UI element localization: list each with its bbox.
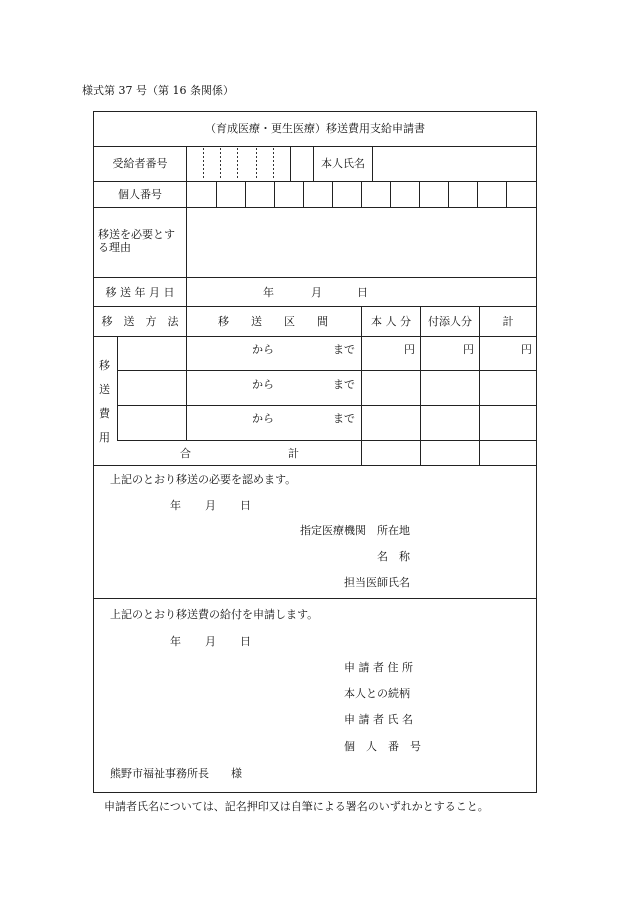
recipient-number-label: 受給者番号: [112, 157, 168, 170]
cost-vertical-char-3: 費: [99, 407, 110, 420]
doctor-month-mark: 月: [205, 499, 216, 512]
cost-vertical-char-1: 移: [99, 359, 110, 372]
personal-number-label: 個人番号: [118, 188, 162, 201]
doctor-day-mark: 日: [240, 499, 251, 512]
relation-label: 本人との続柄: [344, 687, 410, 700]
footnote: 申請者氏名については、記名押印又は自筆による署名のいずれかとすること。: [104, 800, 489, 813]
date-month-mark: 月: [311, 286, 322, 299]
total-column-label: 計: [502, 315, 514, 328]
doctor-name-label: 担当医師氏名: [344, 576, 410, 589]
transport-method-label: 移 送 方 法: [101, 315, 179, 328]
to-mark-row3: まで: [333, 412, 355, 425]
applicant-address-label: 申 請 者 住 所: [344, 661, 413, 674]
institution-name-label: 名 称: [377, 550, 410, 563]
attendant-portion-label: 付添人分: [428, 315, 472, 328]
reason-label-line1: 移送を必要とす: [98, 228, 175, 241]
yen-self-row1: 円: [404, 343, 415, 356]
cost-vertical-char-4: 用: [99, 431, 110, 444]
grand-total-char-a: 合: [180, 447, 191, 460]
doctor-statement: 上記のとおり移送の必要を認めます。: [110, 473, 297, 486]
yen-total-row1: 円: [521, 343, 532, 356]
from-mark-row3: から: [252, 412, 274, 425]
self-portion-label: 本 人 分: [371, 315, 411, 328]
date-year-mark: 年: [263, 286, 274, 299]
cost-vertical-char-2: 送: [99, 383, 110, 396]
applicant-day-mark: 日: [240, 635, 251, 648]
transport-section-label: 移 送 区 間: [218, 315, 328, 328]
applicant-statement: 上記のとおり移送費の給付を申請します。: [110, 608, 319, 621]
reason-label-line2: る理由: [98, 241, 131, 254]
grand-total-char-b: 計: [288, 447, 299, 460]
applicant-name-label: 申 請 者 氏 名: [344, 713, 413, 726]
applicant-month-mark: 月: [205, 635, 216, 648]
addressee: 熊野市福祉事務所長 様: [110, 767, 242, 780]
form-reference: 様式第 37 号（第 16 条関係）: [82, 84, 234, 97]
transport-date-label: 移 送 年 月 日: [105, 286, 175, 299]
to-mark-row1: まで: [333, 343, 355, 356]
doctor-year-mark: 年: [170, 499, 181, 512]
form-title: （育成医療・更生医療）移送費用支給申請書: [205, 122, 425, 135]
applicant-year-mark: 年: [170, 635, 181, 648]
date-day-mark: 日: [357, 286, 368, 299]
to-mark-row2: まで: [333, 378, 355, 391]
applicant-id-label: 個 人 番 号: [344, 740, 421, 753]
yen-attendant-row1: 円: [463, 343, 474, 356]
person-name-label: 本人氏名: [321, 157, 365, 170]
from-mark-row1: から: [252, 343, 274, 356]
from-mark-row2: から: [252, 378, 274, 391]
institution-address-label: 指定医療機関 所在地: [300, 524, 410, 537]
